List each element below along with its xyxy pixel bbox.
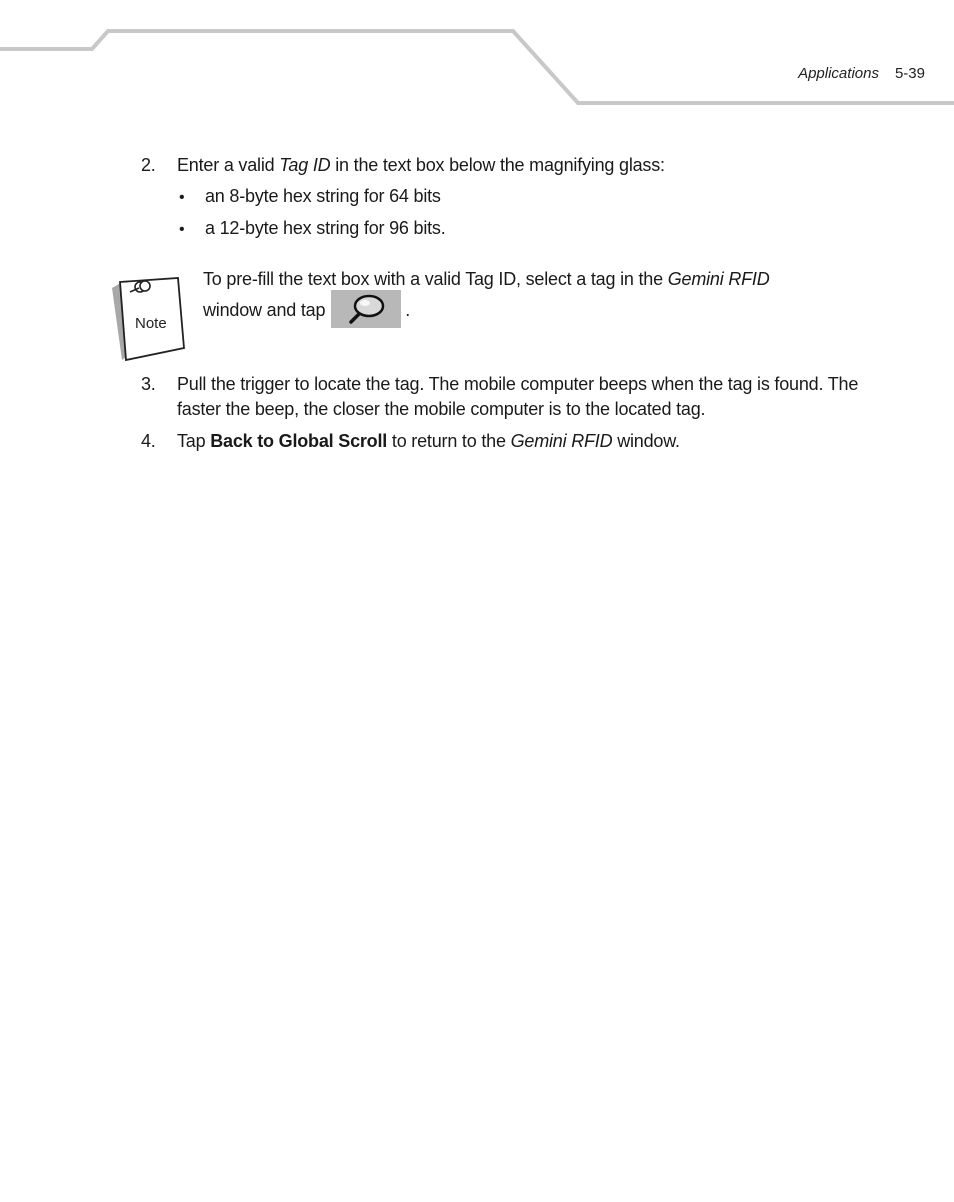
step-3-number: 3. (141, 374, 156, 394)
note-line1-before: To pre-fill the text box with a valid Tag ID, select a tag in the (203, 269, 668, 289)
bullet-dot: • (179, 221, 185, 238)
back-to-global-scroll-label: Back to Global Scroll (210, 431, 388, 451)
magnifier-button[interactable] (331, 290, 401, 328)
note-text-line-2 (203, 292, 410, 330)
note-gemini-rfid: Gemini RFID (667, 269, 770, 289)
step-4-text-after: window. (612, 431, 680, 451)
step-4-text (177, 429, 680, 454)
bullet-item-96-bits: a 12-byte hex string for 96 bits. (205, 218, 446, 238)
step-2-tag-id: Tag ID (279, 155, 331, 175)
step-2-number: 2. (141, 155, 156, 175)
step-3-line-2: faster the beep, the closer the mobile computer is to the located tag. (177, 399, 706, 419)
note-icon (110, 276, 190, 364)
bullet-item-64-bits: an 8-byte hex string for 64 bits (205, 186, 441, 206)
note-text-line-1 (203, 267, 770, 292)
note-line2-before: window and tap (203, 299, 326, 320)
bullet-dot: • (179, 189, 185, 206)
step-2-text-before: Enter a valid (177, 155, 280, 175)
step-2-text (177, 153, 665, 178)
step-4-gemini-rfid: Gemini RFID (510, 431, 613, 451)
step-3-line-1: Pull the trigger to locate the tag. The mobile computer beeps when the tag is found. The (177, 374, 859, 394)
section-title: Applications (798, 65, 879, 82)
running-head (760, 65, 925, 82)
step-4-number: 4. (141, 431, 156, 451)
note-line2-after: . (405, 299, 411, 320)
note-label: Note (135, 315, 167, 332)
page-number: 5-39 (894, 65, 925, 82)
step-2-text-after: in the text box below the magnifying glass: (330, 155, 665, 175)
step-4-text-middle: to return to the (387, 431, 511, 451)
step-4-text-before: Tap (177, 431, 211, 451)
header-rule (0, 0, 954, 110)
magnifying-glass-icon (331, 290, 401, 328)
